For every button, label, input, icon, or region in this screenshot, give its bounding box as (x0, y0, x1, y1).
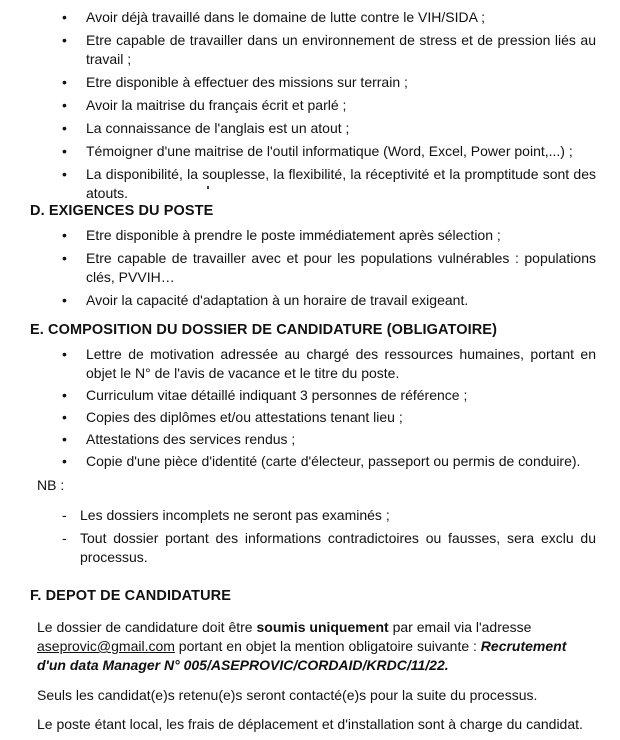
list-item: • Avoir la maitrise du français écrit et parlé ; (0, 96, 620, 115)
list-item: • Etre capable de travailler avec et pour les populations vulnérables : populations clés, PVVIH… (0, 249, 620, 287)
list-item: • Attestations des services rendus ; (0, 430, 620, 449)
section-d-heading: D. EXIGENCES DU POSTE (30, 203, 214, 219)
list-item: • Curriculum vitae détaillé indiquant 3 personnes de référence ; (0, 386, 620, 405)
contact-paragraph: Seuls les candidat(e)s retenu(e)s seront contacté(e)s pour la suite du processus. (37, 687, 538, 703)
list-item: • Etre capable de travailler dans un environnement de stress et de pression liés au travail ; (0, 31, 620, 69)
section-f-heading: F. DEPOT DE CANDIDATURE (30, 588, 232, 604)
subject-mention: Recrutement d'un data Manager N° 005/ASEPROVIC/CORDAID/KRDC/11/22. (37, 638, 567, 673)
stray-mark (207, 186, 209, 189)
list-item: - Les dossiers incomplets ne seront pas examinés ; (0, 506, 620, 525)
list-item: • Témoigner d'une maitrise de l'outil informatique (Word, Excel, Power point,...) ; (0, 142, 620, 161)
travel-costs-paragraph: Le poste étant local, les frais de déplacement et d'installation sont à charge du candidat. (37, 716, 583, 732)
list-item: • Avoir la capacité d'adaptation à un horaire de travail exigeant. (0, 291, 620, 310)
paragraph-text: par email via l'adresse (388, 619, 532, 635)
list-item: • Etre disponible à effectuer des missions sur terrain ; (0, 73, 620, 92)
submission-paragraph (37, 618, 597, 675)
section-e-list (0, 345, 620, 474)
requirements-list (0, 8, 620, 207)
list-item: • Etre disponible à prendre le poste immédiatement après sélection ; (0, 226, 620, 245)
nb-label: NB : (37, 477, 65, 493)
list-item: • Copie d'une pièce d'identité (carte d'électeur, passeport ou permis de conduire). (0, 452, 620, 471)
paragraph-text: portant en objet la mention obligatoire suivante : (174, 638, 481, 654)
list-item: • La disponibilité, la souplesse, la flexibilité, la réceptivité et la promptitude sont des atouts. (0, 165, 620, 203)
section-d-list (0, 226, 620, 314)
list-item: - Tout dossier portant des informations contradictoires ou fausses, sera exclu du processus. (0, 529, 620, 567)
nb-list (0, 506, 620, 571)
email-link[interactable]: aseprovic@gmail.com (37, 638, 175, 654)
emphasis-text: soumis uniquement (256, 619, 389, 635)
list-item: • La connaissance de l'anglais est un atout ; (0, 119, 620, 138)
paragraph-text: Le dossier de candidature doit être (37, 619, 257, 635)
list-item: • Avoir déjà travaillé dans le domaine de lutte contre le VIH/SIDA ; (0, 8, 620, 27)
list-item: • Lettre de motivation adressée au chargé des ressources humaines, portant en objet le N° de l'avis de vacance et le titre du poste. (0, 345, 620, 383)
list-item: • Copies des diplômes et/ou attestations tenant lieu ; (0, 408, 620, 427)
section-e-heading: E. COMPOSITION DU DOSSIER DE CANDIDATURE (OBLIGATOIRE) (30, 322, 497, 338)
